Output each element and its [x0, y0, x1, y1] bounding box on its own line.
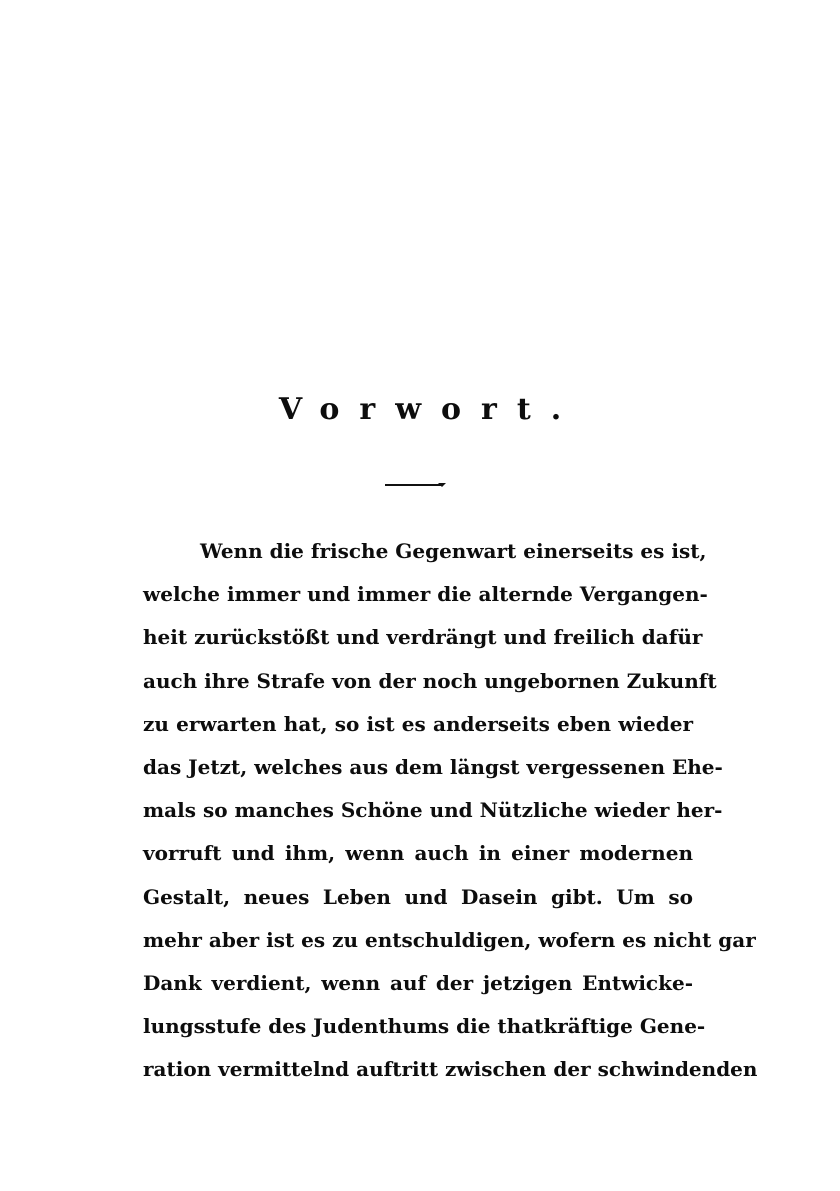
text-line: lungsstufe des Judenthums die thatkräftige Gene- [143, 1014, 706, 1039]
text-line: Wenn die frische Gegenwart einerseits es ist, [200, 539, 707, 563]
text-line: mals so manches Schöne und Nützliche wieder her- [143, 798, 723, 823]
text-line: zu erwarten hat, so ist es anderseits eben wieder [143, 711, 693, 736]
body-paragraph [143, 530, 758, 1091]
text-line: heit zurückstößt und verdrängt und freilich dafür [143, 625, 703, 650]
text-line: Gestalt, neues Leben und Dasein gibt. Um so [143, 884, 693, 909]
text-line: Dank verdient, wenn auf der jetzigen Entwicke- [143, 970, 693, 995]
text-line: auch ihre Strafe von der noch ungebornen Zukunft [143, 668, 717, 693]
text-line: ration vermittelnd auftritt zwischen der schwindenden [143, 1057, 758, 1082]
text-line: mehr aber ist es zu entschuldigen, wofern es nicht gar [143, 927, 756, 952]
text-line: vorruft und ihm, wenn auch in einer modernen [143, 841, 693, 866]
text-line: welche immer und immer die alternde Vergangen- [143, 582, 708, 607]
title-divider [385, 484, 443, 486]
page-title: Vorwort. [278, 392, 582, 427]
text-line: das Jetzt, welches aus dem längst vergessenen Ehe- [143, 754, 723, 779]
